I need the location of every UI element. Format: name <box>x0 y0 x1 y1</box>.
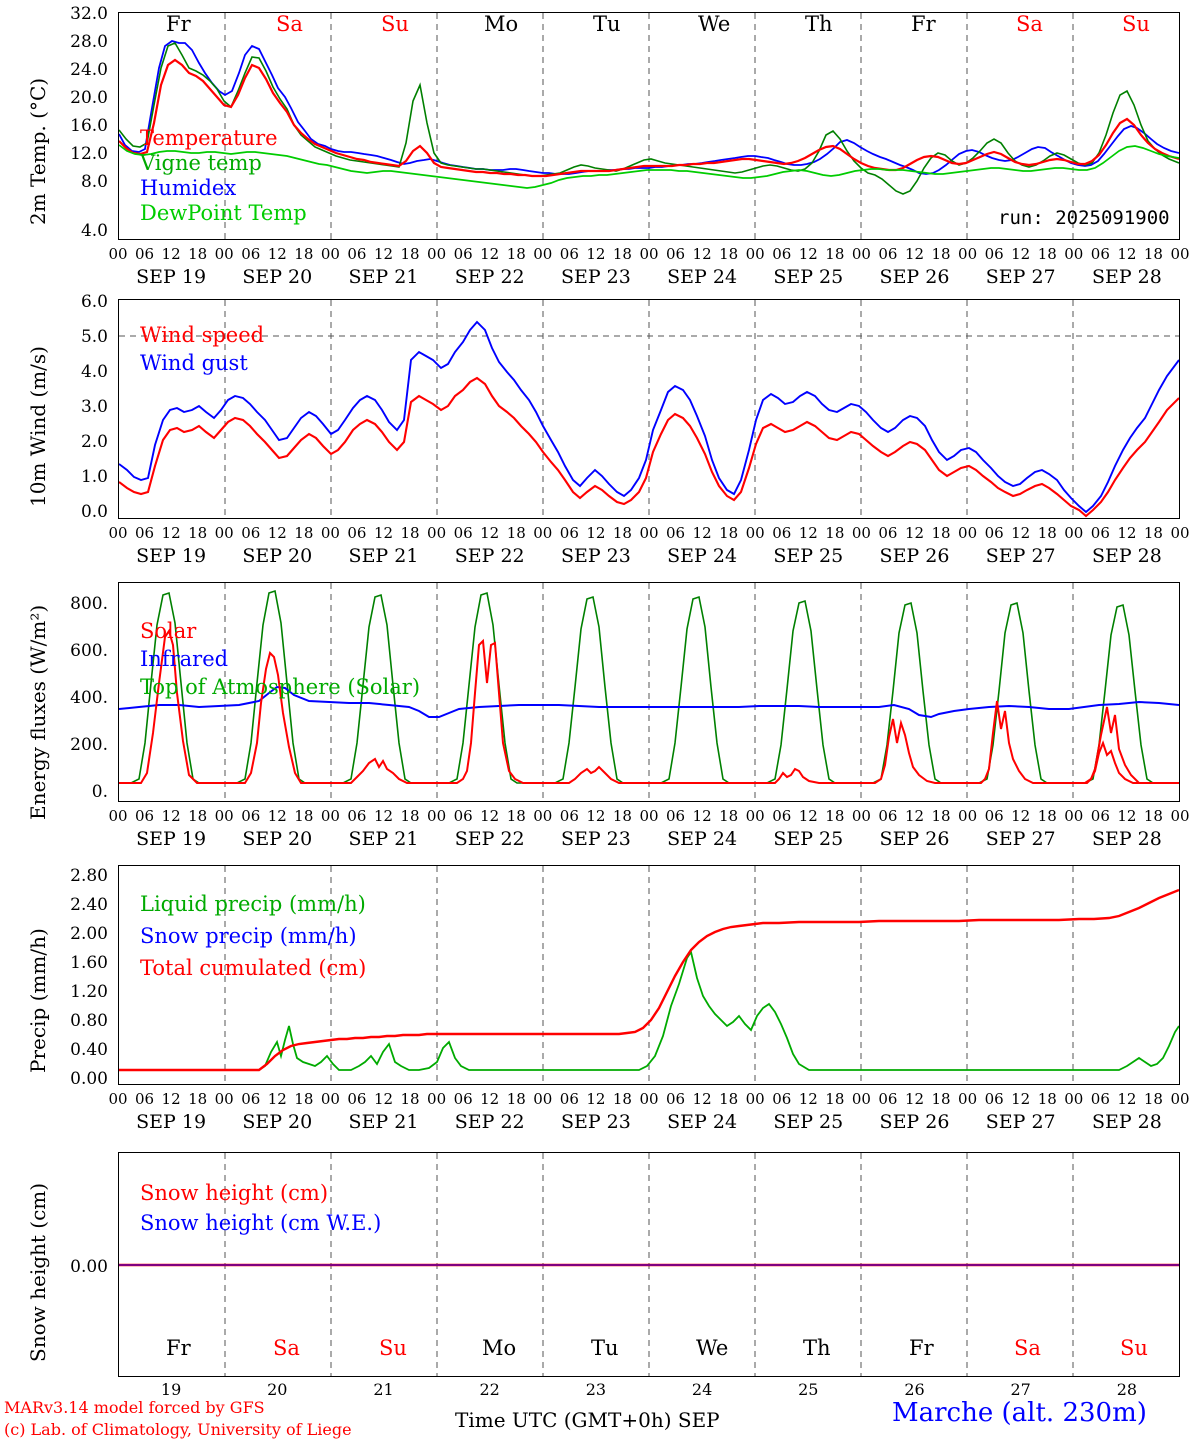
hour-tick: 06 <box>878 524 898 542</box>
hour-tick: 18 <box>719 807 739 825</box>
hour-tick: 18 <box>400 807 420 825</box>
date-label: SEP 23 <box>560 1111 631 1133</box>
hour-tick: 00 <box>1170 807 1190 825</box>
dow2-th-1: Th <box>803 1336 831 1360</box>
ytick-e-800: 800. <box>70 594 108 614</box>
date-label: SEP 21 <box>348 828 419 850</box>
hour-tick: 18 <box>719 1090 739 1108</box>
hour-tick: 00 <box>958 524 978 542</box>
ytick-p-120: 1.20 <box>70 982 108 1002</box>
date-label: SEP 19 <box>136 1111 207 1133</box>
hour-tick: 06 <box>984 245 1004 263</box>
date-label: SEP 25 <box>773 545 844 567</box>
hour-tick: 00 <box>639 807 659 825</box>
ytick-w-4: 4.0 <box>80 362 108 382</box>
hour-tick: 00 <box>1064 524 1084 542</box>
date-label: SEP 28 <box>1091 545 1162 567</box>
hour-tick: 00 <box>1170 245 1190 263</box>
legend-item-snow-precip: Snow precip (mm/h) <box>140 924 357 948</box>
dow-mo-1: Mo <box>484 12 519 36</box>
date-label: SEP 19 <box>136 828 207 850</box>
hour-tick: 00 <box>1064 245 1084 263</box>
hour-tick: 18 <box>1143 524 1163 542</box>
hour-tick: 00 <box>533 524 553 542</box>
hour-tick: 00 <box>108 1090 128 1108</box>
hour-tick: 12 <box>373 524 394 542</box>
hour-tick: 06 <box>347 245 367 263</box>
hour-tick: 12 <box>798 1090 818 1108</box>
hour-tick: 18 <box>1037 1090 1057 1108</box>
legend-wind <box>140 321 264 377</box>
hour-tick: 06 <box>347 524 367 542</box>
ytick-w-6: 6.0 <box>80 292 108 312</box>
hour-tick: 00 <box>851 245 871 263</box>
dow-th-1: Th <box>805 12 833 36</box>
hour-tick: 12 <box>798 807 818 825</box>
hour-tick: 18 <box>188 1090 208 1108</box>
hour-tick: 12 <box>1011 245 1031 263</box>
date-label: SEP 25 <box>773 266 844 288</box>
hour-tick: 06 <box>878 245 898 263</box>
hour-tick: 18 <box>400 524 420 542</box>
date-label: SEP 21 <box>348 266 419 288</box>
hour-tick: 18 <box>719 524 739 542</box>
ytick-w-5: 5.0 <box>80 327 108 347</box>
legend-item-wind-speed: Wind speed <box>140 323 265 347</box>
legend-temperature <box>140 126 307 226</box>
hour-tick: 06 <box>241 245 261 263</box>
legend-item-snow-height: Snow height (cm) <box>140 1181 329 1205</box>
panel-temperature <box>0 0 1194 288</box>
ytick-w-1: 1.0 <box>80 467 108 487</box>
hour-tick: 12 <box>586 1090 606 1108</box>
hour-tick: 00 <box>427 807 447 825</box>
hour-tick: 18 <box>506 807 526 825</box>
dow-we-1: We <box>698 12 731 36</box>
hour-tick: 00 <box>427 245 447 263</box>
hour-tick: 12 <box>904 245 925 263</box>
hour-tick: 06 <box>666 807 686 825</box>
ytick-w-0: 0.0 <box>80 502 108 522</box>
hour-tick: 12 <box>692 245 712 263</box>
hour-tick: 00 <box>427 1090 447 1108</box>
run-label: run: 2025091900 <box>998 207 1170 229</box>
hour-tick: 06 <box>984 807 1004 825</box>
axis-label-precip: Precip (mm/h) <box>26 928 50 1073</box>
hour-tick: 18 <box>825 245 845 263</box>
panel-precip <box>0 853 1194 1133</box>
ytick-p-240: 2.40 <box>70 895 108 915</box>
hour-tick: 00 <box>851 524 871 542</box>
legend-item-wind-gust: Wind gust <box>140 351 248 375</box>
hour-tick: 00 <box>214 1090 234 1108</box>
legend-item-solar: Solar <box>140 619 197 643</box>
hour-tick: 06 <box>1090 807 1110 825</box>
panel-wind <box>0 287 1194 567</box>
date-label: SEP 27 <box>985 1111 1056 1133</box>
hour-tick: 18 <box>1143 807 1163 825</box>
hour-tick: 12 <box>161 245 181 263</box>
ytick-t-24: 24.0 <box>70 60 108 80</box>
hour-tick: 06 <box>772 807 792 825</box>
hour-tick: 00 <box>533 245 553 263</box>
date-label: SEP 22 <box>454 828 525 850</box>
date-label: SEP 21 <box>348 1111 419 1133</box>
hour-tick: 00 <box>214 807 234 825</box>
hour-tick: 00 <box>1064 1090 1084 1108</box>
dow-sa-1: Sa <box>276 12 303 36</box>
axis-label-wind: 10m Wind (m/s) <box>26 346 50 507</box>
hour-tick: 06 <box>1090 1090 1110 1108</box>
day-number: 22 <box>479 1380 500 1399</box>
date-label: SEP 19 <box>136 545 207 567</box>
hour-tick: 06 <box>559 1090 579 1108</box>
legend-item-total-cumulated: Total cumulated (cm) <box>140 956 367 980</box>
hour-tick: 12 <box>586 245 606 263</box>
date-label: SEP 24 <box>667 266 738 288</box>
date-label: SEP 22 <box>454 545 525 567</box>
hour-tick: 00 <box>958 1090 978 1108</box>
date-label: SEP 27 <box>985 266 1056 288</box>
hour-tick: 06 <box>666 245 686 263</box>
hour-tick: 06 <box>347 807 367 825</box>
ytick-t-20: 20.0 <box>70 88 108 108</box>
ytick-p-280: 2.80 <box>70 866 108 886</box>
day-number: 28 <box>1116 1380 1138 1399</box>
ytick-t-32: 32.0 <box>70 4 108 24</box>
hour-tick: 12 <box>904 807 925 825</box>
hour-tick: 06 <box>772 1090 792 1108</box>
hour-tick: 06 <box>453 807 473 825</box>
date-label: SEP 24 <box>667 828 738 850</box>
hour-tick: 12 <box>161 1090 181 1108</box>
ytick-t-16: 16.0 <box>70 116 108 136</box>
hour-tick: 18 <box>719 245 739 263</box>
hour-tick: 18 <box>400 1090 420 1108</box>
legend-precip <box>140 888 366 984</box>
hour-tick: 12 <box>586 807 606 825</box>
hour-tick: 06 <box>559 245 579 263</box>
hour-tick: 00 <box>745 524 765 542</box>
ytick-p-040: 0.40 <box>70 1040 108 1060</box>
hour-tick: 06 <box>135 1090 155 1108</box>
hour-tick: 18 <box>825 1090 845 1108</box>
legend-item-temperature: Temperature <box>140 126 278 150</box>
date-label: SEP 28 <box>1091 266 1162 288</box>
hour-tick: 12 <box>1011 524 1031 542</box>
axis-label-energy: Energy fluxes (W/m²) <box>26 604 50 820</box>
date-label: SEP 26 <box>879 828 950 850</box>
hour-tick: 12 <box>480 1090 500 1108</box>
date-label: SEP 24 <box>667 545 738 567</box>
ytick-e-0: 0. <box>91 782 108 802</box>
date-label: SEP 20 <box>242 1111 313 1133</box>
plot-area-wind <box>118 299 1180 519</box>
hour-tick: 00 <box>745 245 765 263</box>
hour-tick: 06 <box>559 524 579 542</box>
hour-tick: 06 <box>135 807 155 825</box>
ytick-p-200: 2.00 <box>70 924 108 944</box>
hour-tick: 06 <box>772 245 792 263</box>
hour-tick: 12 <box>267 1090 287 1108</box>
hour-tick: 00 <box>533 1090 553 1108</box>
hour-tick: 18 <box>612 245 632 263</box>
date-label: SEP 23 <box>560 266 631 288</box>
date-label: SEP 25 <box>773 828 844 850</box>
date-label: SEP 24 <box>667 1111 738 1133</box>
hour-tick: 18 <box>931 807 951 825</box>
day-number: 21 <box>373 1380 394 1399</box>
dow2-mo-1: Mo <box>482 1336 517 1360</box>
hour-tick: 00 <box>851 807 871 825</box>
hour-tick: 18 <box>825 524 845 542</box>
hour-tick: 00 <box>214 245 234 263</box>
hour-tick: 18 <box>506 524 526 542</box>
ytick-w-2: 2.0 <box>80 432 108 452</box>
hour-tick: 06 <box>241 524 261 542</box>
hour-tick: 12 <box>692 807 712 825</box>
ytick-t-4: 4.0 <box>80 221 108 241</box>
hour-tick: 06 <box>666 524 686 542</box>
day-number: 19 <box>160 1380 182 1399</box>
hour-tick: 12 <box>798 245 818 263</box>
hour-tick: 12 <box>1117 807 1137 825</box>
hour-tick: 12 <box>480 245 500 263</box>
hour-tick: 06 <box>1090 524 1110 542</box>
dow-fr-2: Fr <box>911 12 936 36</box>
date-label: SEP 22 <box>454 266 525 288</box>
legend-energy <box>140 617 420 701</box>
ytick-e-200: 200. <box>70 735 108 755</box>
hour-tick: 00 <box>958 807 978 825</box>
day-number: 24 <box>691 1380 713 1399</box>
hour-tick: 06 <box>241 1090 261 1108</box>
hour-tick: 00 <box>320 245 340 263</box>
legend-item-humidex: Humidex <box>140 176 237 200</box>
hour-tick: 12 <box>161 807 181 825</box>
hour-tick: 12 <box>798 524 818 542</box>
hour-tick: 12 <box>586 524 606 542</box>
hour-tick: 00 <box>1064 807 1084 825</box>
dow2-we-1: We <box>696 1336 729 1360</box>
dow-sa-2: Sa <box>1016 12 1043 36</box>
ytick-p-080: 0.80 <box>70 1011 108 1031</box>
ytick-e-600: 600. <box>70 641 108 661</box>
hour-tick: 18 <box>400 245 420 263</box>
hour-tick: 18 <box>188 807 208 825</box>
hour-tick: 18 <box>1037 807 1057 825</box>
footer-time-axis-label: Time UTC (GMT+0h) SEP <box>455 1408 720 1432</box>
dow-su-1: Su <box>381 12 409 36</box>
hour-tick: 00 <box>108 524 128 542</box>
footer-credit-line1: MARv3.14 model forced by GFS <box>4 1398 265 1417</box>
hour-tick: 18 <box>294 524 314 542</box>
hour-tick: 06 <box>772 524 792 542</box>
ytick-s-0: 0.00 <box>70 1257 108 1277</box>
legend-item-dewpoint: DewPoint Temp <box>140 201 307 225</box>
legend-item-toa: Top of Atmosphere (Solar) <box>140 675 421 699</box>
wind-svg <box>119 300 1179 518</box>
dow-su-2: Su <box>1122 12 1150 36</box>
hour-tick: 12 <box>373 1090 394 1108</box>
hour-tick: 18 <box>1037 524 1057 542</box>
legend-item-liquid-precip: Liquid precip (mm/h) <box>140 892 366 916</box>
hour-tick: 00 <box>108 807 128 825</box>
hour-tick: 18 <box>1037 245 1057 263</box>
hour-tick: 12 <box>1117 524 1137 542</box>
hour-tick: 18 <box>931 1090 951 1108</box>
hour-tick: 06 <box>666 1090 686 1108</box>
hour-tick: 00 <box>958 245 978 263</box>
legend-item-snow-height-we: Snow height (cm W.E.) <box>140 1211 382 1235</box>
hour-tick: 12 <box>904 1090 925 1108</box>
hour-tick: 12 <box>1117 245 1137 263</box>
hour-tick: 12 <box>267 245 287 263</box>
date-label: SEP 28 <box>1091 1111 1162 1133</box>
hour-tick: 06 <box>453 524 473 542</box>
hour-tick: 06 <box>347 1090 367 1108</box>
date-label: SEP 26 <box>879 1111 950 1133</box>
hour-tick: 12 <box>373 807 394 825</box>
panel-snow <box>0 1140 1194 1399</box>
hour-tick: 00 <box>639 245 659 263</box>
day-number: 26 <box>904 1380 925 1399</box>
hour-tick: 18 <box>1143 1090 1163 1108</box>
hour-tick: 00 <box>639 1090 659 1108</box>
hour-tick: 06 <box>453 245 473 263</box>
hour-tick: 00 <box>320 807 340 825</box>
dow-tu-1: Tu <box>593 12 621 36</box>
hour-tick: 18 <box>612 807 632 825</box>
hour-tick: 18 <box>294 245 314 263</box>
hour-tick: 12 <box>373 245 394 263</box>
hour-tick: 12 <box>267 807 287 825</box>
footer-credit-line2: (c) Lab. of Climatology, University of Liege <box>4 1420 352 1439</box>
date-label: SEP 26 <box>879 266 950 288</box>
dow2-fr-1: Fr <box>166 1336 191 1360</box>
hour-tick: 12 <box>692 524 712 542</box>
hour-tick: 18 <box>294 807 314 825</box>
hour-tick: 12 <box>1011 807 1031 825</box>
hour-tick: 06 <box>559 807 579 825</box>
date-label: SEP 28 <box>1091 828 1162 850</box>
hour-tick: 12 <box>480 524 500 542</box>
dow2-sa-1: Sa <box>273 1336 300 1360</box>
hour-tick: 00 <box>427 524 447 542</box>
dow2-su-2: Su <box>1120 1336 1148 1360</box>
ytick-w-3: 3.0 <box>80 397 108 417</box>
hour-tick: 12 <box>480 807 500 825</box>
legend-item-vigne: Vigne temp <box>140 151 262 175</box>
hour-tick: 00 <box>639 524 659 542</box>
hour-tick: 18 <box>931 245 951 263</box>
hour-tick: 06 <box>984 1090 1004 1108</box>
dow-fr-1: Fr <box>166 12 191 36</box>
ytick-p-000: 0.00 <box>70 1069 108 1089</box>
ytick-t-8: 8.0 <box>80 172 108 192</box>
hour-tick: 00 <box>1170 1090 1190 1108</box>
ytick-p-160: 1.60 <box>70 953 108 973</box>
date-label: SEP 21 <box>348 545 419 567</box>
hour-tick: 18 <box>294 1090 314 1108</box>
hour-tick: 00 <box>1170 524 1190 542</box>
day-number: 27 <box>1010 1380 1031 1399</box>
date-label: SEP 20 <box>242 266 313 288</box>
panel-energy <box>0 570 1194 850</box>
legend-snow <box>140 1178 381 1238</box>
hour-tick: 12 <box>1117 1090 1137 1108</box>
hour-tick: 18 <box>506 245 526 263</box>
footer-station-name: Marche (alt. 230m) <box>892 1398 1147 1428</box>
hour-tick: 06 <box>878 1090 898 1108</box>
hour-tick: 00 <box>214 524 234 542</box>
hour-tick: 06 <box>241 807 261 825</box>
date-label: SEP 27 <box>985 545 1056 567</box>
hour-tick: 18 <box>188 524 208 542</box>
date-label: SEP 23 <box>560 828 631 850</box>
hour-tick: 18 <box>1143 245 1163 263</box>
day-number: 25 <box>798 1380 819 1399</box>
hour-tick: 12 <box>267 524 287 542</box>
hour-tick: 18 <box>612 524 632 542</box>
hour-tick: 12 <box>1011 1090 1031 1108</box>
hour-tick: 18 <box>612 1090 632 1108</box>
hour-tick: 00 <box>745 1090 765 1108</box>
hour-tick: 18 <box>825 807 845 825</box>
hour-tick: 18 <box>931 524 951 542</box>
date-label: SEP 20 <box>242 545 313 567</box>
dow2-sa-2: Sa <box>1014 1336 1041 1360</box>
legend-item-infrared: Infrared <box>140 647 229 671</box>
hour-tick: 06 <box>878 807 898 825</box>
date-label: SEP 25 <box>773 1111 844 1133</box>
hour-tick: 06 <box>984 524 1004 542</box>
hour-tick: 00 <box>533 807 553 825</box>
hour-tick: 06 <box>135 245 155 263</box>
day-number: 20 <box>267 1380 288 1399</box>
dow2-su-1: Su <box>379 1336 407 1360</box>
date-label: SEP 22 <box>454 1111 525 1133</box>
axis-label-snow: Snow height (cm) <box>26 1182 50 1362</box>
hour-tick: 18 <box>506 1090 526 1108</box>
hour-tick: 18 <box>188 245 208 263</box>
hour-tick: 06 <box>135 524 155 542</box>
date-label: SEP 26 <box>879 545 950 567</box>
hour-tick: 06 <box>453 1090 473 1108</box>
hour-tick: 00 <box>320 1090 340 1108</box>
ytick-t-12: 12.0 <box>70 144 108 164</box>
dow2-tu-1: Tu <box>591 1336 619 1360</box>
ytick-t-28: 28.0 <box>70 32 108 52</box>
ytick-e-400: 400. <box>70 688 108 708</box>
date-label: SEP 19 <box>136 266 207 288</box>
day-number: 23 <box>585 1380 607 1399</box>
hour-tick: 00 <box>108 245 128 263</box>
hour-tick: 12 <box>692 1090 712 1108</box>
date-label: SEP 27 <box>985 828 1056 850</box>
date-label: SEP 20 <box>242 828 313 850</box>
hour-tick: 06 <box>1090 245 1110 263</box>
hour-tick: 00 <box>745 807 765 825</box>
dow2-fr-2: Fr <box>909 1336 934 1360</box>
hour-tick: 12 <box>161 524 181 542</box>
hour-tick: 00 <box>320 524 340 542</box>
hour-tick: 12 <box>904 524 925 542</box>
hour-tick: 00 <box>851 1090 871 1108</box>
date-label: SEP 23 <box>560 545 631 567</box>
axis-label-temperature: 2m Temp. (°C) <box>26 77 50 225</box>
